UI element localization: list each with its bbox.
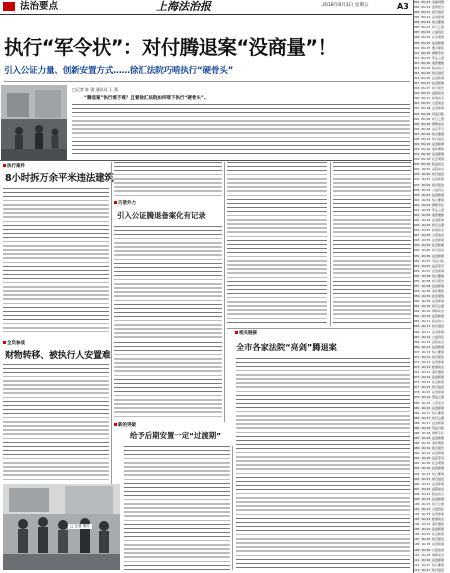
index-row: 109 10/26 公安动态 bbox=[414, 547, 445, 552]
index-row: 027 09/29 综合要闻 bbox=[414, 131, 445, 136]
index-row: 087 10/18 法治新闻 bbox=[414, 436, 445, 441]
index-row: 032 09/30 社会观察 bbox=[414, 157, 445, 162]
index-row: 002 09/23 监管报告 bbox=[414, 5, 445, 10]
lead-headline: 执行“军令状”：对付腾退案“没商量”！ bbox=[4, 36, 337, 59]
index-row: 112 10/27 综合要闻 bbox=[414, 562, 445, 567]
index-row: 047 10/05 公安动态 bbox=[414, 233, 445, 238]
left2-headline: 财物转移、被执行人安置难 bbox=[5, 351, 111, 361]
mid-section-label: 巧借外力 bbox=[114, 200, 136, 206]
photo-caption: □ 记者 图片 bbox=[70, 524, 91, 528]
index-row: 079 10/16 普法之窗 bbox=[414, 395, 445, 400]
index-row: 065 10/11 执行信息 bbox=[414, 324, 445, 329]
column-rule-3 bbox=[330, 162, 331, 326]
index-row: 054 10/07 法治新闻 bbox=[414, 268, 445, 273]
index-row: 055 10/08 综合要闻 bbox=[414, 273, 445, 278]
index-row: 048 10/05 法治新闻 bbox=[414, 238, 445, 243]
index-row: 075 10/14 法治新闻 bbox=[414, 375, 445, 380]
right-text-b bbox=[333, 162, 411, 326]
section-marker-icon bbox=[3, 2, 15, 11]
index-row: 030 09/29 案件聚焦 bbox=[414, 147, 445, 152]
index-row: 043 10/04 案件聚焦 bbox=[414, 212, 445, 217]
index-row: 003 09/23 执行信息 bbox=[414, 10, 445, 15]
index-row: 108 10/25 法治新闻 bbox=[414, 542, 445, 547]
left-headline: 8小时拆万余平米违法建筑 bbox=[5, 173, 114, 184]
index-row: 007 09/24 公益诉讼 bbox=[414, 30, 445, 35]
lead-rule bbox=[4, 81, 410, 82]
index-row: 019 09/27 法院动态 bbox=[414, 91, 445, 96]
lead-byline: □记者 陈 强 通讯员 王 燕 bbox=[72, 87, 119, 92]
index-row: 052 10/07 司法行政 bbox=[414, 258, 445, 263]
lead-text bbox=[72, 104, 410, 156]
index-row: 073 10/14 检察动态 bbox=[414, 365, 445, 370]
index-row: 004 09/24 法治新闻 bbox=[414, 15, 445, 20]
index-row: 078 10/15 法治新闻 bbox=[414, 390, 445, 395]
right-rule bbox=[227, 328, 411, 329]
mid-headline: 引入公证腾退备案化有记录 bbox=[117, 211, 206, 220]
index-row: 113 10/27 执行信息 bbox=[414, 567, 445, 572]
index-row: 096 10/21 法治新闻 bbox=[414, 481, 445, 486]
index-row: 100 10/23 执行之窗 bbox=[414, 501, 445, 506]
index-row: 010 09/25 要点简报 bbox=[414, 45, 445, 50]
index-row: 104 10/24 案件聚焦 bbox=[414, 522, 445, 527]
left-text-a bbox=[3, 188, 109, 332]
index-row: 051 10/06 法治新闻 bbox=[414, 253, 445, 258]
index-row: 099 10/22 法治新闻 bbox=[414, 496, 445, 501]
index-row: 060 10/09 法治新闻 bbox=[414, 299, 445, 304]
index-row: 046 10/05 检察动态 bbox=[414, 228, 445, 233]
index-row: 080 10/16 公安动态 bbox=[414, 400, 445, 405]
index-row: 061 10/10 执行之窗 bbox=[414, 304, 445, 309]
index-row: 076 10/15 社会新闻 bbox=[414, 380, 445, 385]
index-row: 095 10/21 执行信息 bbox=[414, 476, 445, 481]
index-row: 017 09/27 社会新闻 bbox=[414, 81, 445, 86]
index-row: 056 10/08 执行报告 bbox=[414, 278, 445, 283]
index-row: 025 09/28 律师动态 bbox=[414, 121, 445, 126]
index-row: 020 09/27 检察动态 bbox=[414, 96, 445, 101]
index-row: 110 10/26 律师动态 bbox=[414, 552, 445, 557]
index-row: 038 10/02 公益诉讼 bbox=[414, 187, 445, 192]
index-row: 063 10/10 法治新闻 bbox=[414, 314, 445, 319]
index-row: 013 09/26 案件聚焦 bbox=[414, 60, 445, 65]
index-row: 021 09/27 公安动态 bbox=[414, 101, 445, 106]
index-row: 001 09/23 台前判刑 bbox=[414, 0, 445, 4]
index-row: 045 10/04 执行之窗 bbox=[414, 223, 445, 228]
index-row: 069 10/12 法治新闻 bbox=[414, 344, 445, 349]
right-text-c bbox=[236, 358, 410, 570]
right-headline: 全市各家法院“亮剑”腾退案 bbox=[236, 342, 337, 352]
index-row: 086 10/18 律师专栏 bbox=[414, 430, 445, 435]
index-row: 088 10/19 案件聚焦 bbox=[414, 441, 445, 446]
index-row: 097 10/22 法院动态 bbox=[414, 486, 445, 491]
index-row: 094 10/21 综合要闻 bbox=[414, 471, 445, 476]
index-row: 016 09/26 法治新闻 bbox=[414, 76, 445, 81]
column-rule-2b bbox=[232, 446, 233, 570]
index-row: 042 10/03 普法之窗 bbox=[414, 207, 445, 212]
mid-text-b bbox=[114, 226, 222, 338]
index-row: 012 09/25 普法之窗 bbox=[414, 55, 445, 60]
masthead-date: 2018年8月3日 星期五 bbox=[322, 3, 369, 8]
index-row: 071 10/13 执行报告 bbox=[414, 354, 445, 359]
mid2-section-label: 新的突破 bbox=[114, 422, 136, 428]
index-row: 044 10/04 法治新闻 bbox=[414, 218, 445, 222]
index-row: 009 09/25 法治新闻 bbox=[414, 40, 445, 45]
index-row: 068 10/12 法院动态 bbox=[414, 339, 445, 344]
index-row: 040 10/03 综合要闻 bbox=[414, 197, 445, 202]
left-text-b bbox=[3, 364, 109, 480]
index-row: 066 10/11 法治新闻 bbox=[414, 329, 445, 334]
index-row: 053 10/07 法官手记 bbox=[414, 263, 445, 268]
mid-text-c bbox=[114, 342, 222, 418]
index-row: 064 10/11 政法综合 bbox=[414, 319, 445, 324]
left-section-label: 执行案件 bbox=[3, 163, 25, 169]
index-row: 089 10/19 执行报告 bbox=[414, 446, 445, 451]
index-row: 014 09/26 政法综合 bbox=[414, 65, 445, 70]
index-row: 029 09/29 法治新闻 bbox=[414, 141, 445, 146]
index-row: 031 09/30 法治新闻 bbox=[414, 152, 445, 157]
index-row: 105 10/24 法治新闻 bbox=[414, 527, 445, 532]
lead-photo bbox=[1, 85, 67, 161]
index-row: 035 10/01 执行信息 bbox=[414, 172, 445, 177]
index-row: 085 10/18 司法行政 bbox=[414, 425, 445, 430]
index-row: 049 10/06 社会新闻 bbox=[414, 243, 445, 248]
index-row: 081 10/16 法治新闻 bbox=[414, 405, 445, 410]
index-row: 028 09/29 执行信息 bbox=[414, 136, 445, 141]
index-row: 101 10/23 公益诉讼 bbox=[414, 507, 445, 511]
mid-text-a bbox=[114, 162, 222, 197]
index-row: 072 10/13 法治新闻 bbox=[414, 359, 445, 364]
index-row: 062 10/10 律师动态 bbox=[414, 309, 445, 314]
right-text-a bbox=[227, 162, 327, 326]
masthead-rule bbox=[0, 14, 412, 15]
index-row: 106 10/25 社会新闻 bbox=[414, 532, 445, 537]
index-row: 024 09/28 执行之窗 bbox=[414, 116, 445, 121]
lead-subhead: 引入公证力量、创新安置方式……徐汇法院巧啃执行“硬骨头” bbox=[4, 66, 234, 76]
index-row: 111 10/26 法治新闻 bbox=[414, 557, 445, 562]
index-row: 006 09/24 执行之窗 bbox=[414, 25, 445, 30]
index-row: 033 09/30 政法综合 bbox=[414, 162, 445, 167]
index-row: 084 10/17 法治新闻 bbox=[414, 420, 445, 425]
index-row: 008 09/25 社会观察 bbox=[414, 35, 445, 40]
lead-bottom-rule bbox=[0, 160, 412, 161]
index-row: 074 10/14 案件聚焦 bbox=[414, 370, 445, 375]
index-row: 102 10/23 法治新闻 bbox=[414, 512, 445, 517]
bottom-photo bbox=[3, 484, 120, 570]
index-row: 082 10/17 综合要闻 bbox=[414, 410, 445, 415]
index-row: 070 10/13 综合要闻 bbox=[414, 349, 445, 354]
mid-text-d bbox=[124, 446, 230, 570]
left2-section-label: 全员参战 bbox=[3, 340, 25, 346]
index-row: 041 10/03 律师专栏 bbox=[414, 202, 445, 207]
index-row: 026 09/28 法官手记 bbox=[414, 126, 445, 131]
column-rule-1 bbox=[111, 162, 112, 484]
index-row: 057 10/08 法治新闻 bbox=[414, 283, 445, 288]
index-row: 077 10/15 执行信息 bbox=[414, 385, 445, 390]
index-row: 091 10/20 法官手记 bbox=[414, 456, 445, 461]
index-row: 050 10/06 执行信息 bbox=[414, 248, 445, 253]
masthead-page-number: A3 bbox=[397, 2, 409, 11]
index-row: 083 10/17 执行之窗 bbox=[414, 415, 445, 420]
masthead bbox=[0, 0, 413, 13]
index-row: 059 10/09 社会观察 bbox=[414, 294, 445, 299]
index-table bbox=[413, 0, 450, 573]
index-row: 036 10/01 法治新闻 bbox=[414, 177, 445, 182]
index-row: 037 10/02 执行报告 bbox=[414, 182, 445, 187]
index-row: 107 10/25 执行报告 bbox=[414, 537, 445, 542]
index-row: 022 09/28 法治新闻 bbox=[414, 106, 445, 111]
index-row: 098 10/22 政法综合 bbox=[414, 491, 445, 496]
mid2-headline: 给予后期安置一定“过渡期” bbox=[130, 431, 222, 440]
index-row: 011 09/25 律师专栏 bbox=[414, 50, 445, 55]
right-section-label: 相关链接 bbox=[235, 330, 257, 336]
column-rule-2 bbox=[224, 162, 225, 422]
index-row: 005 09/24 综合要闻 bbox=[414, 20, 445, 25]
index-row: 018 09/27 执行报告 bbox=[414, 86, 445, 91]
index-row: 034 10/01 法院动态 bbox=[414, 167, 445, 172]
masthead-logo: 上海法治报 bbox=[156, 0, 211, 13]
index-row: 039 10/02 法治新闻 bbox=[414, 192, 445, 197]
index-row: 015 09/26 执行信息 bbox=[414, 70, 445, 75]
lead-intro: “腾退案”执行难不难？且看徐汇法院如何啃下执行“硬骨头”。 bbox=[84, 96, 209, 101]
index-row: 092 10/20 社会观察 bbox=[414, 461, 445, 466]
index-row: 090 10/19 法治新闻 bbox=[414, 451, 445, 456]
index-row: 023 09/28 司法行政 bbox=[414, 111, 445, 116]
index-row: 067 10/12 公益诉讼 bbox=[414, 334, 445, 339]
index-row: 103 10/24 检察动态 bbox=[414, 517, 445, 522]
masthead-section: 法治要点 bbox=[20, 1, 59, 12]
index-row: 058 10/09 案件聚焦 bbox=[414, 288, 445, 293]
index-row: 093 10/20 法治新闻 bbox=[414, 466, 445, 471]
